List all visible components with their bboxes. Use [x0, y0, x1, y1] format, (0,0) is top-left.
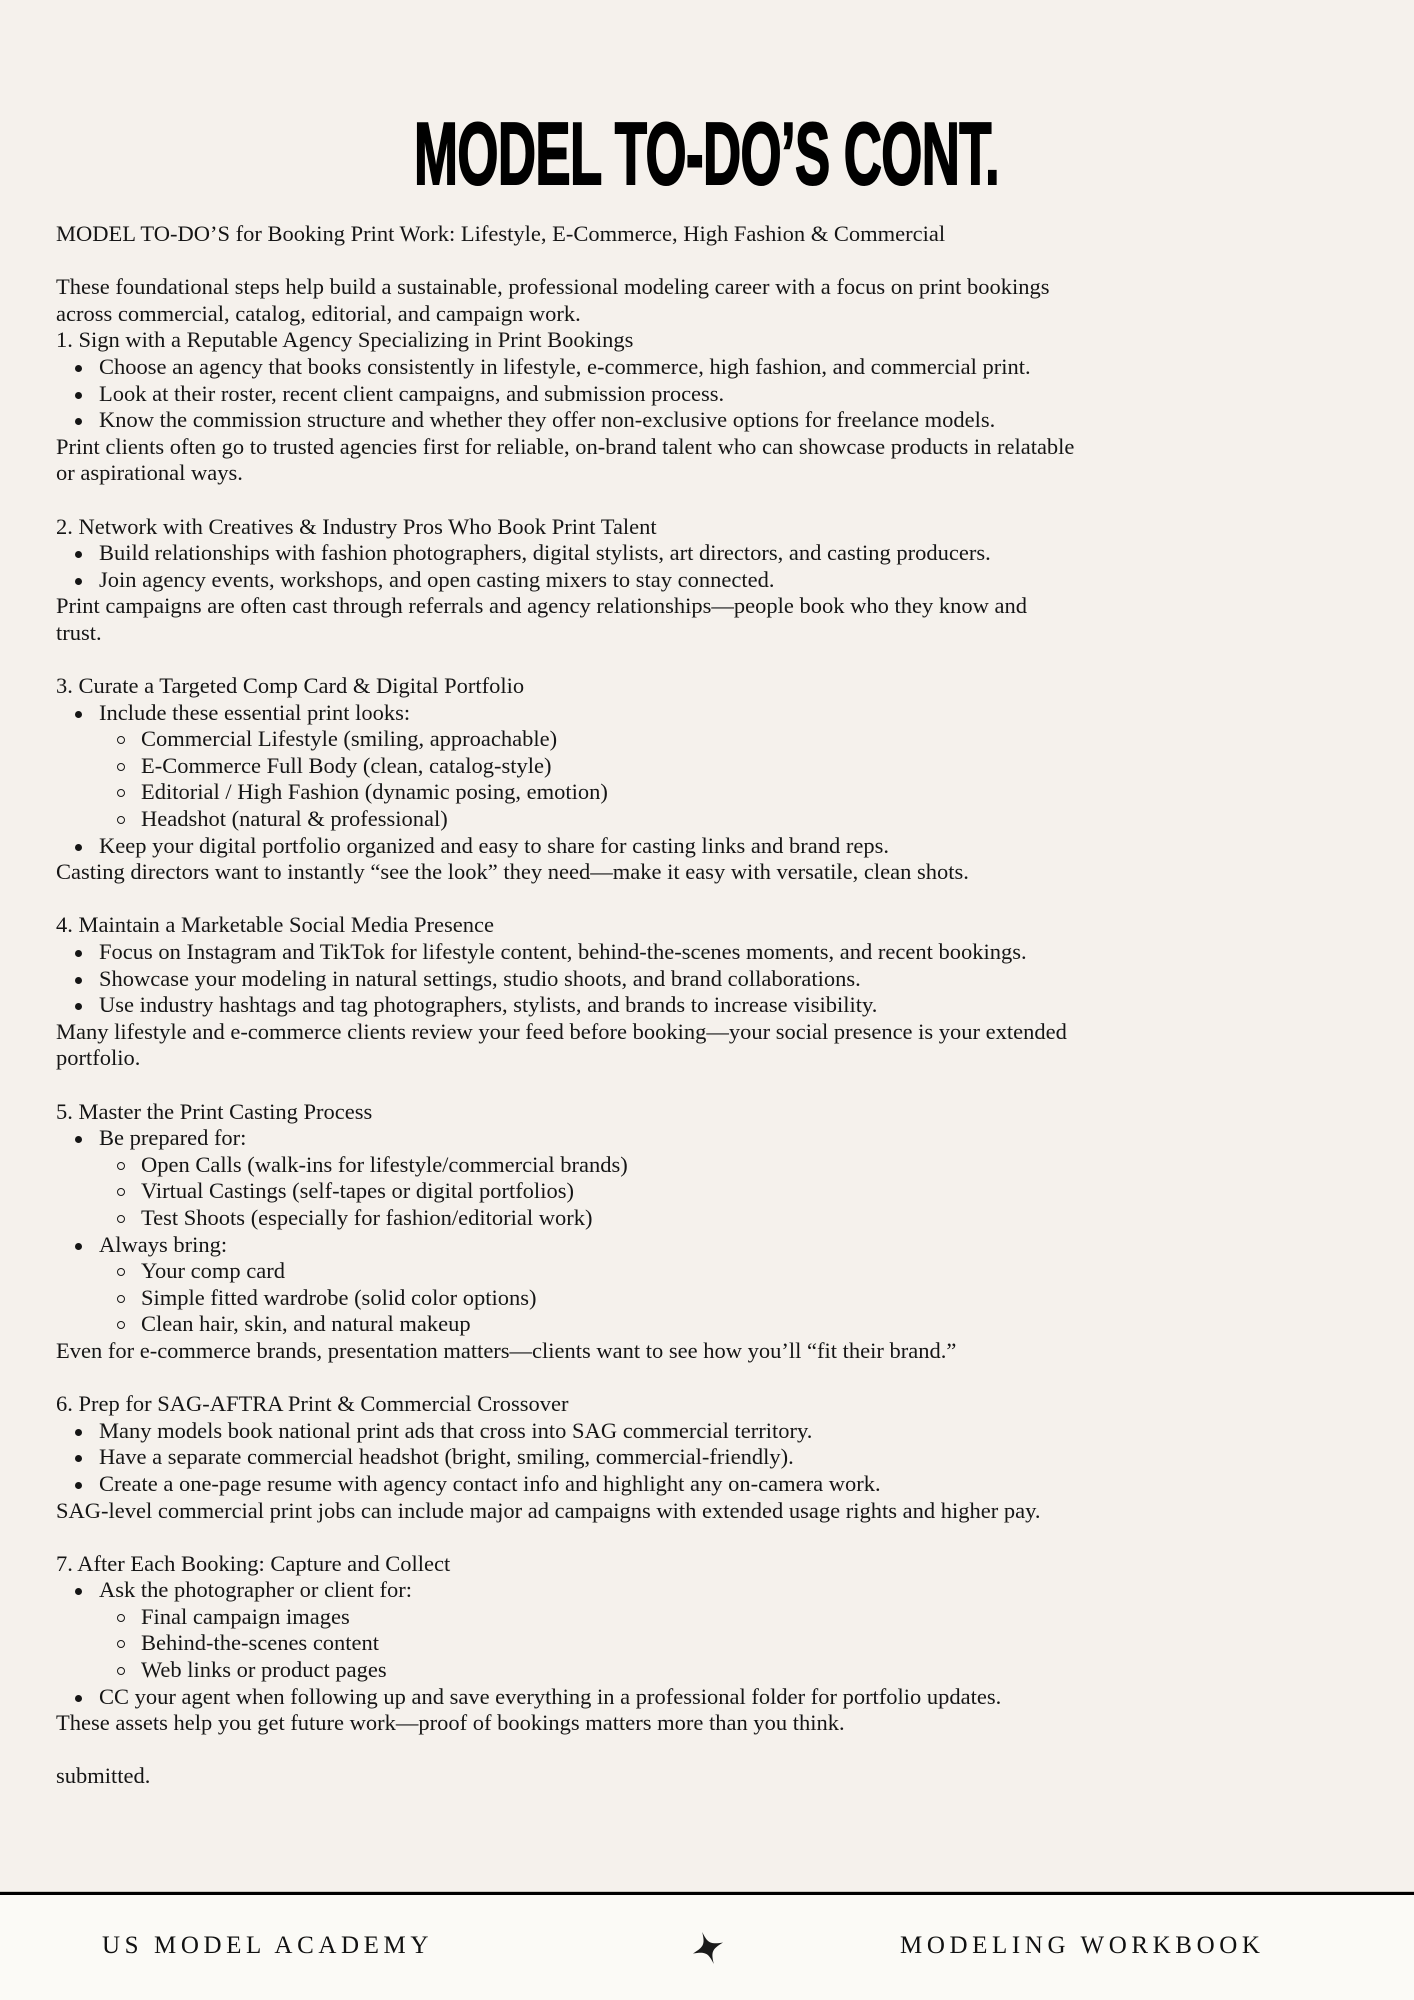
- page-footer: [0, 1895, 1414, 2000]
- section-heading: 1. Sign with a Reputable Agency Specializing in Print Bookings: [56, 327, 634, 353]
- sub-list-item-text: Clean hair, skin, and natural makeup: [141, 1311, 471, 1337]
- sub-list-item-text: Headshot (natural & professional): [141, 806, 448, 832]
- bullet-icon: [75, 392, 82, 399]
- list-item: [56, 1471, 1376, 1498]
- list-item: [56, 992, 1376, 1019]
- section-note: SAG-level commercial print jobs can include major ad campaigns with extended usage rights and higher pay.: [56, 1497, 1041, 1523]
- circle-bullet-icon: [117, 789, 125, 797]
- bullet-icon: [75, 1429, 82, 1436]
- sub-list-item-text: Web links or product pages: [141, 1657, 387, 1683]
- spacer: [56, 1737, 1376, 1764]
- section-heading: 3. Curate a Targeted Comp Card & Digital Portfolio: [56, 673, 525, 699]
- bullet-icon: [75, 551, 82, 558]
- list-item: [56, 354, 1376, 381]
- closing-text: submitted.: [56, 1763, 151, 1789]
- sub-list-item: [56, 1285, 1376, 1312]
- list-item: [56, 381, 1376, 408]
- sub-list-item: [56, 1630, 1376, 1657]
- list-item-text: Choose an agency that books consistently in lifestyle, e-commerce, high fashion, and commercial print.: [99, 353, 1031, 379]
- circle-bullet-icon: [117, 763, 125, 771]
- circle-bullet-icon: [117, 1667, 125, 1675]
- list-item: [56, 700, 1376, 727]
- bullet-icon: [75, 1003, 82, 1010]
- list-item: [56, 966, 1376, 993]
- bullet-icon: [75, 1482, 82, 1489]
- circle-bullet-icon: [117, 1640, 125, 1648]
- section-heading: 6. Prep for SAG-AFTRA Print & Commercial Crossover: [56, 1391, 569, 1417]
- circle-bullet-icon: [117, 1188, 125, 1196]
- section-note: Even for e-commerce brands, presentation matters—clients want to see how you’ll “fit their brand.”: [56, 1337, 957, 1363]
- sub-list-item: [56, 1258, 1376, 1285]
- list-item: [56, 833, 1376, 860]
- sub-list-item-text: Commercial Lifestyle (smiling, approachable): [141, 726, 558, 752]
- spacer: [56, 248, 1376, 275]
- circle-bullet-icon: [117, 1295, 125, 1303]
- sub-list-item-text: Open Calls (walk-ins for lifestyle/commercial brands): [141, 1151, 628, 1177]
- four-point-star-icon: [690, 1930, 726, 1966]
- sub-list-item: [56, 1311, 1376, 1338]
- subtitle: MODEL TO-DO’S for Booking Print Work: Lifestyle, E-Commerce, High Fashion & Commercial: [56, 221, 946, 246]
- sub-list-item: [56, 1604, 1376, 1631]
- list-item-text: Use industry hashtags and tag photographers, stylists, and brands to increase visibility.: [99, 992, 878, 1018]
- bullet-icon: [75, 1455, 82, 1462]
- section-note: portfolio.: [56, 1045, 141, 1071]
- bullet-icon: [75, 578, 82, 585]
- list-item-text: Know the commission structure and whether they offer non-exclusive options for freelance models.: [99, 407, 996, 433]
- circle-bullet-icon: [117, 736, 125, 744]
- list-item: [56, 1444, 1376, 1471]
- spacer: [56, 1524, 1376, 1551]
- sub-list-item: [56, 1152, 1376, 1179]
- section-heading: 5. Master the Print Casting Process: [56, 1098, 373, 1124]
- sub-list-item: [56, 1205, 1376, 1232]
- list-item: [56, 1418, 1376, 1445]
- page-title: MODEL TO-DO’S CONT.: [414, 104, 1000, 203]
- sub-list-item: [56, 753, 1376, 780]
- list-item-text: Ask the photographer or client for:: [99, 1577, 413, 1603]
- intro-paragraph-line: These foundational steps help build a sustainable, professional modeling career with a focus on print bookings: [56, 274, 1050, 300]
- sub-list-item-text: Your comp card: [141, 1258, 285, 1284]
- spacer: [56, 1072, 1376, 1099]
- list-item-text: Keep your digital portfolio organized and easy to share for casting links and brand reps.: [99, 832, 889, 858]
- list-item: [56, 1577, 1376, 1604]
- bullet-icon: [75, 950, 82, 957]
- sub-list-item-text: Behind-the-scenes content: [141, 1630, 380, 1656]
- section-note: Casting directors want to instantly “see the look” they need—make it easy with versatile, clean shots.: [56, 859, 969, 885]
- sub-list-item: [56, 779, 1376, 806]
- sub-list-item-text: Simple fitted wardrobe (solid color options): [141, 1284, 537, 1310]
- sub-list-item-text: E-Commerce Full Body (clean, catalog-style): [141, 752, 552, 778]
- bullet-icon: [75, 418, 82, 425]
- sub-list-item: [56, 1178, 1376, 1205]
- circle-bullet-icon: [117, 1321, 125, 1329]
- bullet-icon: [75, 977, 82, 984]
- section-heading: 2. Network with Creatives & Industry Pros Who Book Print Talent: [56, 513, 657, 539]
- list-item-text: Join agency events, workshops, and open casting mixers to stay connected.: [99, 566, 775, 592]
- circle-bullet-icon: [117, 1268, 125, 1276]
- list-item: [56, 567, 1376, 594]
- list-item-text: CC your agent when following up and save everything in a professional folder for portfolio updates.: [99, 1683, 1002, 1709]
- sub-list-item-text: Final campaign images: [141, 1603, 350, 1629]
- list-item-text: Include these essential print looks:: [99, 699, 411, 725]
- list-item: [56, 1684, 1376, 1711]
- list-item-text: Be prepared for:: [99, 1125, 247, 1151]
- spacer: [56, 647, 1376, 674]
- circle-bullet-icon: [117, 1162, 125, 1170]
- document-body: [56, 221, 1376, 1790]
- section-note: These assets help you get future work—proof of bookings matters more than you think.: [56, 1710, 845, 1736]
- sub-list-item-text: Virtual Castings (self-tapes or digital portfolios): [141, 1178, 574, 1204]
- bullet-icon: [75, 711, 82, 718]
- sub-list-item: [56, 1657, 1376, 1684]
- section-note: Print clients often go to trusted agencies first for reliable, on-brand talent who can showcase products in relatable: [56, 433, 1075, 459]
- list-item-text: Look at their roster, recent client campaigns, and submission process.: [99, 380, 725, 406]
- list-item: [56, 407, 1376, 434]
- circle-bullet-icon: [117, 816, 125, 824]
- bullet-icon: [75, 1243, 82, 1250]
- section-note: or aspirational ways.: [56, 460, 243, 486]
- section-note: Many lifestyle and e-commerce clients review your feed before booking—your social presence is your extended: [56, 1018, 1067, 1044]
- spacer: [56, 886, 1376, 913]
- title-container: [0, 104, 1414, 203]
- list-item-text: Many models book national print ads that cross into SAG commercial territory.: [99, 1417, 813, 1443]
- sub-list-item: [56, 726, 1376, 753]
- footer-brand: US MODEL ACADEMY: [102, 1932, 434, 1959]
- sub-list-item-text: Test Shoots (especially for fashion/editorial work): [141, 1204, 593, 1230]
- spacer: [56, 1365, 1376, 1392]
- spacer: [56, 487, 1376, 514]
- intro-paragraph-line: across commercial, catalog, editorial, and campaign work.: [56, 300, 581, 326]
- list-item-text: Focus on Instagram and TikTok for lifestyle content, behind-the-scenes moments, and recent bookings.: [99, 939, 1027, 965]
- list-item: [56, 1232, 1376, 1259]
- list-item: [56, 1125, 1376, 1152]
- bullet-icon: [75, 1695, 82, 1702]
- list-item: [56, 939, 1376, 966]
- section-note: Print campaigns are often cast through referrals and agency relationships—people book who they know and: [56, 593, 1027, 619]
- bullet-icon: [75, 365, 82, 372]
- bullet-icon: [75, 1136, 82, 1143]
- circle-bullet-icon: [117, 1614, 125, 1622]
- list-item-text: Always bring:: [99, 1231, 228, 1257]
- list-item-text: Create a one-page resume with agency contact info and highlight any on-camera work.: [99, 1470, 881, 1496]
- sub-list-item: [56, 806, 1376, 833]
- circle-bullet-icon: [117, 1215, 125, 1223]
- section-heading: 7. After Each Booking: Capture and Collect: [56, 1550, 451, 1576]
- footer-workbook-label: MODELING WORKBOOK: [900, 1932, 1265, 1959]
- list-item: [56, 540, 1376, 567]
- list-item-text: Have a separate commercial headshot (bright, smiling, commercial-friendly).: [99, 1444, 794, 1470]
- bullet-icon: [75, 1588, 82, 1595]
- list-item-text: Showcase your modeling in natural settings, studio shoots, and brand collaborations.: [99, 965, 861, 991]
- list-item-text: Build relationships with fashion photographers, digital stylists, art directors, and casting producers.: [99, 540, 991, 566]
- sub-list-item-text: Editorial / High Fashion (dynamic posing, emotion): [141, 779, 608, 805]
- section-heading: 4. Maintain a Marketable Social Media Presence: [56, 912, 494, 938]
- section-note: trust.: [56, 619, 102, 645]
- bullet-icon: [75, 844, 82, 851]
